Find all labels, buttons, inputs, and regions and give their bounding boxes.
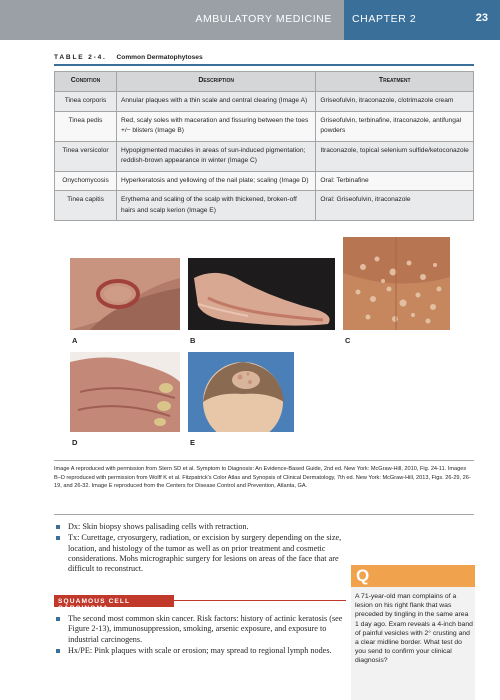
image-label-b: B (190, 336, 196, 345)
table-row (55, 141, 474, 171)
section-heading-rule (174, 600, 346, 601)
photo-tinea-versicolor (343, 237, 450, 330)
table-caption-rule (54, 64, 474, 66)
question-header (351, 565, 475, 587)
photo-a-graphic (70, 258, 180, 330)
photo-b-graphic (188, 258, 335, 330)
cell-treatment: Griseofulvin, itraconazole, clotrimazole cream (316, 92, 474, 112)
bullet-square-icon (56, 525, 60, 529)
cell-condition: Tinea corporis (55, 92, 117, 112)
bullet-text: The second most common skin cancer. Risk factors: history of actinic keratosis (see Figure 2-13), immunosuppression, smoking, arsenic exposure, and exposure to industrial carcinogens. (68, 614, 343, 644)
question-text: A 71-year-old man complains of a lesion on his right flank that was preceded by tingling in the same area 1 day ago. Exam reveals a 4-inch band of painful vesicles with 2° crusting and a clear midline border. What test do you send to confirm your clinical diagnosis? (355, 593, 473, 665)
image-label-e: E (190, 438, 196, 447)
table-header-row (55, 72, 474, 92)
photo-onychomycosis (70, 352, 180, 432)
table-number: TABLE 2-4. (54, 54, 107, 61)
bullet-text: Dx: Skin biopsy shows palisading cells with retraction. (68, 522, 249, 531)
table-caption (54, 54, 203, 61)
cell-treatment: Itraconazole, topical selenium sulfide/ketoconazole (316, 141, 474, 171)
page-number: 23 (475, 12, 488, 24)
cell-description: Hyperkeratosis and yellowing of the nail plate; scaling (Image D) (116, 171, 315, 191)
table-row (55, 92, 474, 112)
cell-description: Red, scaly soles with maceration and fissuring between the toes +/− blisters (Image B) (116, 111, 315, 141)
bullet-square-icon (56, 649, 60, 653)
photo-c-graphic (343, 237, 450, 330)
dermatophytoses-table (54, 71, 474, 221)
col-header-description: Description (116, 72, 315, 92)
credit-bottom-rule (54, 514, 474, 515)
page-header (0, 0, 500, 40)
cell-description: Erythema and scaling of the scalp with thickened, broken-off hairs and scalp kerion (Image E) (116, 191, 315, 221)
cell-condition: Tinea pedis (55, 111, 117, 141)
table-row (55, 171, 474, 191)
image-credit: Image A reproduced with permission from Stern SD et al. Symptom to Diagnosis: An Evidence-Based Guide, 2nd ed. New York: McGraw-Hill, 2010, Fig. 24-11. Images B–D reproduced with permission from Wolff K et al. Fitzpatrick's Color Atlas and Synopsis of Clinical Dermatology, 7th ed. New York: McGraw-Hill, 2013, Figs. 26-29, 26-19, and 26-32. Image E reproduced from the Centers for Disease Control and Prevention, Atlanta, GA. (54, 466, 471, 490)
col-header-treatment: Treatment (316, 72, 474, 92)
section-heading: SQUAMOUS CELL CARCINOMA (54, 595, 174, 607)
photo-d-graphic (70, 352, 180, 432)
photo-tinea-corporis (70, 258, 180, 330)
scc-bullets (56, 614, 346, 657)
header-chapter: CHAPTER 2 (352, 13, 417, 25)
table-title: Common Dermatophytoses (116, 54, 203, 61)
bcc-bullets (56, 522, 346, 575)
bullet-text: Tx: Curettage, cryosurgery, radiation, or excision by surgery depending on the size, location, and histology of the tumor as well as on prior treatment and cosmetic considerations. Mohs micrographic surgery for lesions on areas of the face that are difficult to reconstruct. (68, 533, 342, 574)
photo-e-graphic (188, 352, 294, 432)
cell-condition: Tinea capitis (55, 191, 117, 221)
cell-treatment: Oral: Terbinafine (316, 171, 474, 191)
table-row (55, 191, 474, 221)
question-letter: Q (356, 566, 370, 585)
image-label-d: D (72, 438, 78, 447)
bullet-square-icon (56, 536, 60, 540)
cell-condition: Onychomycosis (55, 171, 117, 191)
cell-treatment: Griseofulvin, terbinafine, itraconazole, antifungal powders (316, 111, 474, 141)
list-item (56, 614, 346, 645)
credit-top-rule (54, 460, 474, 461)
cell-condition: Tinea versicolor (55, 141, 117, 171)
cell-description: Annular plaques with a thin scale and central clearing (Image A) (116, 92, 315, 112)
image-label-a: A (72, 336, 78, 345)
bullet-square-icon (56, 617, 60, 621)
col-header-condition: Condition (55, 72, 117, 92)
question-sidebar (351, 565, 475, 700)
photo-tinea-pedis (188, 258, 335, 330)
photo-tinea-capitis (188, 352, 294, 432)
list-item (56, 522, 346, 532)
list-item (56, 646, 346, 656)
table-row (55, 111, 474, 141)
header-chapter-band (344, 0, 500, 40)
header-section-band (0, 0, 344, 40)
cell-description: Hypopigmented macules in areas of sun-induced pigmentation; reddish-brown appearance in winter (Image C) (116, 141, 315, 171)
image-label-c: C (345, 336, 351, 345)
cell-treatment: Oral: Griseofulvin, itraconazole (316, 191, 474, 221)
bullet-text: Hx/PE: Pink plaques with scale or erosion; may spread to regional lymph nodes. (68, 645, 332, 655)
list-item (56, 533, 346, 574)
header-section-title: AMBULATORY MEDICINE (195, 13, 332, 25)
